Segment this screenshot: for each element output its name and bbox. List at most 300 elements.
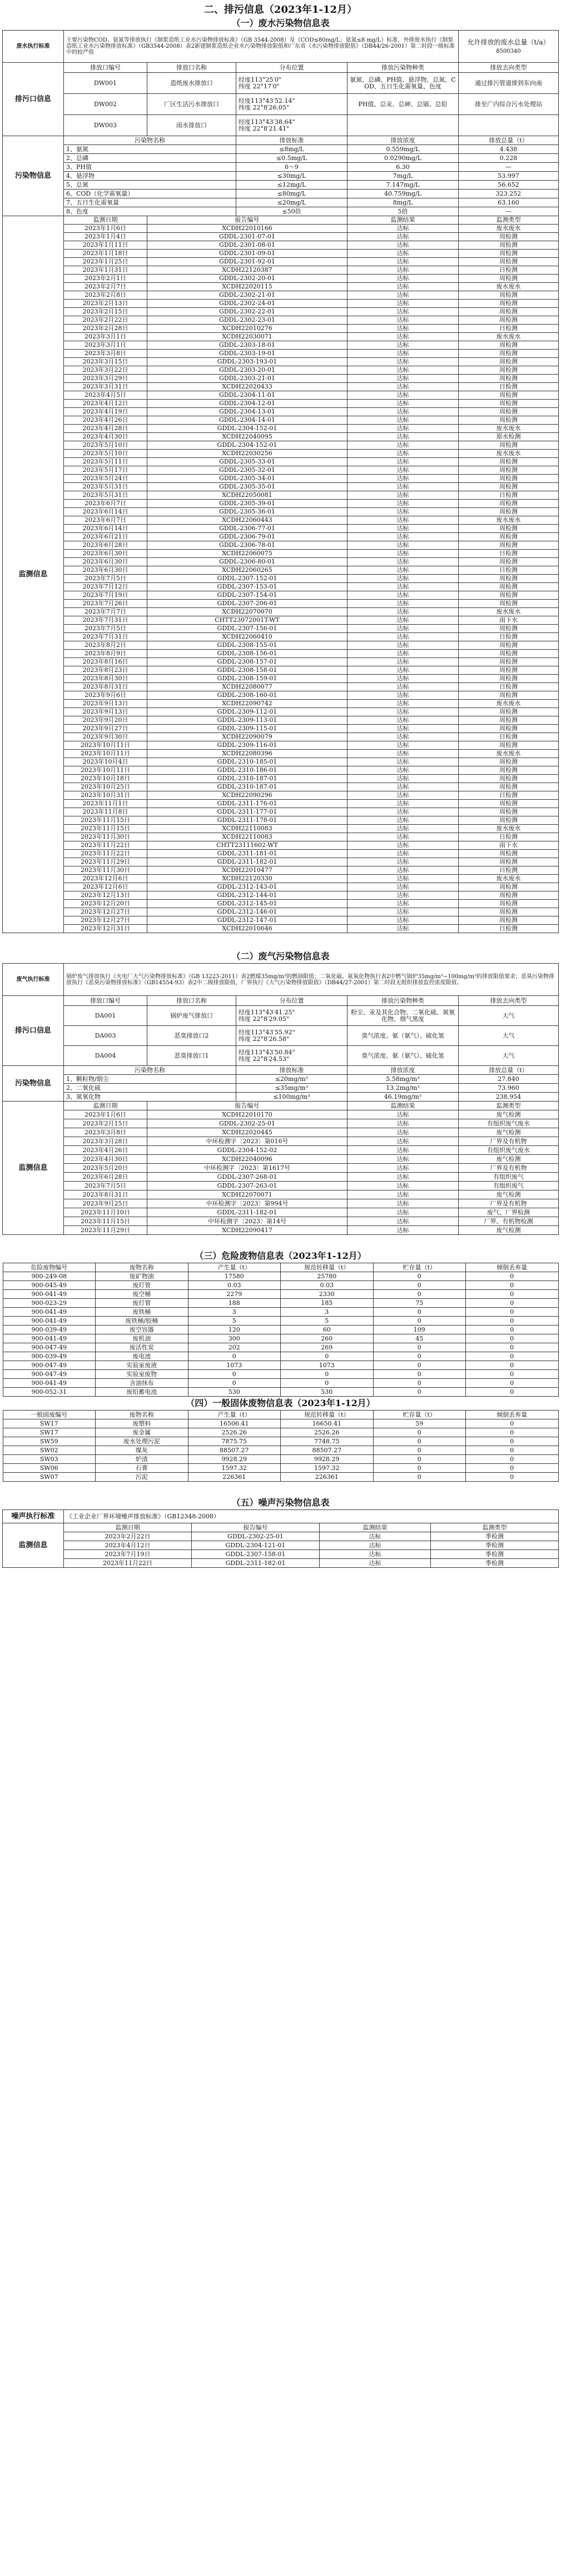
water-pollutant-std: 6～9 <box>236 163 347 172</box>
gas-monitor-date: 2023年1月6日 <box>63 1110 147 1119</box>
water-monitor-date: 2023年4月5日 <box>63 391 147 400</box>
water-monitor-type: 周检测 <box>459 816 559 825</box>
general-row <box>3 1419 558 1428</box>
water-monitor-result: 达标 <box>347 575 458 583</box>
water-monitor-type: 周检测 <box>459 600 559 608</box>
gas-pollutant-row <box>2 1093 558 1102</box>
gas-monitor-result: 达标 <box>347 1110 458 1119</box>
water-pollutant-std: ≤12mg/L <box>236 181 347 190</box>
water-monitor-report: GDDL-2308-159-01 <box>147 675 347 683</box>
water-monitor-type: 周检测 <box>459 525 559 533</box>
hazard-cell: 废空容器 <box>96 1326 188 1334</box>
water-monitor-date: 2023年1月25日 <box>63 258 147 266</box>
water-pollutant-row <box>2 172 558 181</box>
noise-standard-label: 噪声执行标准 <box>2 1510 63 1523</box>
water-monitor-type: 周检测 <box>459 891 559 900</box>
gas-monitor-date: 2023年5月20日 <box>63 1164 147 1173</box>
water-monitor-report: GDDL-2306-80-01 <box>147 558 347 566</box>
gas-pollutant-name: 2、二氧化硫 <box>63 1084 236 1093</box>
water-monitor-report: XCDH22060443 <box>147 516 347 525</box>
general-cell: 废塑料 <box>96 1419 188 1428</box>
gas-pollutant-std: ≤20mg/m³ <box>236 1075 347 1084</box>
gas-monitor-date: 2023年2月15日 <box>63 1119 147 1128</box>
water-monitor-date: 2023年3月8日 <box>63 350 147 358</box>
water-pollutant-label: 污染物信息 <box>2 136 63 216</box>
water-monitor-header: 监测日期 <box>63 216 147 225</box>
hazard-cell: 2279 <box>188 1290 281 1299</box>
general-cell: 0 <box>466 1446 559 1455</box>
water-monitor-report: XCDH22040095 <box>147 433 347 441</box>
gas-monitor-row <box>2 1155 558 1164</box>
water-monitor-report: GDDL-2301-07-01 <box>147 233 347 241</box>
water-monitor-result: 达标 <box>347 525 458 533</box>
water-monitor-date: 2023年11月22日 <box>63 850 147 858</box>
hazard-cell: 0 <box>466 1308 559 1317</box>
water-section-title: （一）废水污染物信息表 <box>231 18 330 28</box>
water-monitor-report: GDDL-2308-155-01 <box>147 641 347 650</box>
water-monitor-type: 日检测 <box>459 866 559 875</box>
gas-pollutant-total: 27.840 <box>458 1075 558 1084</box>
water-monitor-header: 监测类型 <box>459 216 559 225</box>
water-monitor-type: 周检测 <box>459 466 559 475</box>
hazard-row <box>3 1352 558 1361</box>
water-monitor-report: XCDH22010166 <box>147 225 347 233</box>
water-monitor-type: 周检测 <box>459 275 559 283</box>
water-monitor-type: 日检测 <box>459 491 559 500</box>
hazard-cell: 530 <box>281 1388 374 1397</box>
gas-pollutant-label: 污染物信息 <box>2 1066 63 1102</box>
water-monitor-report: XCDH22090296 <box>147 791 347 800</box>
general-cell: 0 <box>466 1473 559 1482</box>
water-monitor-date: 2023年9月20日 <box>63 716 147 725</box>
water-pollutant-conc: 0.0290mg/L <box>347 154 458 163</box>
water-monitor-report: GDDL-2303-18-01 <box>147 341 347 350</box>
water-monitor-result: 达标 <box>347 716 458 725</box>
water-monitor-report: GDDL-2305-32-01 <box>147 466 347 475</box>
water-monitor-date: 2023年10月11日 <box>63 741 147 750</box>
general-cell: 88507.27 <box>188 1446 281 1455</box>
water-monitor-row <box>2 300 558 308</box>
water-monitor-type: 周检测 <box>459 308 559 316</box>
water-monitor-report: GDDL-2303-19-01 <box>147 350 347 358</box>
hazard-cell: 900-041-49 <box>3 1334 96 1343</box>
general-cell: SW07 <box>3 1473 96 1482</box>
noise-row <box>2 1532 558 1541</box>
general-cell: 16506.41 <box>188 1419 281 1428</box>
water-monitor-type: 周检测 <box>459 250 559 258</box>
water-monitor-result: 达标 <box>347 891 458 900</box>
water-monitor-date: 2023年11月29日 <box>63 858 147 866</box>
hazard-cell: 900-041-49 <box>3 1379 96 1388</box>
water-outlet-label: 排污口信息 <box>2 63 63 136</box>
noise-cell: 2023年11月22日 <box>63 1559 191 1568</box>
hazard-row <box>3 1290 558 1299</box>
water-monitor-row <box>2 883 558 891</box>
hazard-cell: 0 <box>281 1352 374 1361</box>
water-monitor-result: 达标 <box>347 900 458 908</box>
water-monitor-report: GDDL-2312-147-01 <box>147 916 347 925</box>
water-monitor-date: 2023年10月4日 <box>63 758 147 766</box>
water-monitor-date: 2023年12月27日 <box>63 916 147 925</box>
water-monitor-result: 达标 <box>347 833 458 841</box>
water-monitor-result: 达标 <box>347 391 458 400</box>
gas-monitor-report: XCDH22010170 <box>147 1110 347 1119</box>
gas-monitor-result: 达标 <box>347 1155 458 1164</box>
water-monitor-row <box>2 408 558 416</box>
hazard-cell: 0 <box>466 1343 559 1352</box>
hazard-cell: 0 <box>188 1352 281 1361</box>
water-monitor-date: 2023年8月2日 <box>63 641 147 650</box>
hazard-cell: 0 <box>188 1370 281 1379</box>
water-monitor-report: GDDL-2305-34-01 <box>147 475 347 483</box>
water-monitor-report: GDDL-2305-36-01 <box>147 508 347 516</box>
general-table <box>3 1410 559 1482</box>
water-monitor-type: 日检测 <box>459 266 559 275</box>
water-monitor-row <box>2 258 558 266</box>
general-cell: 0 <box>466 1428 559 1437</box>
water-monitor-date: 2023年3月22日 <box>63 366 147 375</box>
noise-cell: 2023年4月12日 <box>63 1541 191 1550</box>
water-monitor-header: 报告编号 <box>147 216 347 225</box>
hazard-cell: 0 <box>466 1388 559 1397</box>
water-pollutant-total: 53.997 <box>459 172 559 181</box>
water-monitor-result: 达标 <box>347 366 458 375</box>
gas-monitor-date: 2023年11月15日 <box>63 1217 147 1226</box>
hazard-cell: 0 <box>373 1361 466 1370</box>
gas-monitor-row <box>2 1128 558 1137</box>
hazard-row <box>3 1317 558 1326</box>
water-monitor-row <box>2 283 558 291</box>
water-monitor-type: 周检测 <box>459 883 559 891</box>
gas-monitor-date: 2023年7月5日 <box>63 1182 147 1190</box>
water-monitor-date: 2023年11月30日 <box>63 866 147 875</box>
water-pollutant-conc: 7.147mg/L <box>347 181 458 190</box>
gas-monitor-type: 厂界及有机物 <box>458 1199 558 1208</box>
water-monitor-result: 达标 <box>347 825 458 833</box>
water-monitor-row <box>2 458 558 466</box>
water-monitor-type: 日检测 <box>459 566 559 575</box>
noise-section-title: （五）噪声污染物信息表 <box>231 1497 330 1508</box>
water-outlet-cell: 雨水排放口 <box>147 115 236 136</box>
water-monitor-result: 达标 <box>347 616 458 625</box>
water-monitor-type: 日检测 <box>459 383 559 391</box>
gas-pollutant-std: ≤100mg/m³ <box>236 1093 347 1102</box>
water-monitor-date: 2023年8月9日 <box>63 650 147 658</box>
water-monitor-report: GDDL-2307-153-01 <box>147 583 347 591</box>
water-monitor-report: GDDL-2309-113-01 <box>147 716 347 725</box>
gas-monitor-row <box>2 1217 558 1226</box>
gas-pollutant-row <box>2 1075 558 1084</box>
gas-monitor-header: 监测结果 <box>347 1102 458 1110</box>
water-monitor-date: 2023年5月24日 <box>63 475 147 483</box>
water-monitor-result: 达标 <box>347 916 458 925</box>
water-monitor-date: 2023年2月13日 <box>63 300 147 308</box>
water-monitor-date: 2023年7月5日 <box>63 575 147 583</box>
hazard-cell: 900-039-49 <box>3 1352 96 1361</box>
hazard-cell: 0 <box>373 1281 466 1290</box>
water-monitor-report: GDDL-2308-157-01 <box>147 658 347 666</box>
water-monitor-type: 周检测 <box>459 908 559 916</box>
water-monitor-date: 2023年5月17日 <box>63 466 147 475</box>
general-cell: 0 <box>373 1437 466 1446</box>
water-monitor-date: 2023年12月27日 <box>63 908 147 916</box>
gas-monitor-type: 废气检测 <box>458 1155 558 1164</box>
water-monitor-result: 达标 <box>347 641 458 650</box>
water-monitor-date: 2023年3月15日 <box>63 358 147 366</box>
noise-cell: 季检测 <box>430 1550 558 1559</box>
gas-pollutant-total: 73.960 <box>458 1084 558 1093</box>
general-cell: 226361 <box>281 1473 374 1482</box>
gas-monitor-report: GDDL-2307-263-01 <box>147 1182 347 1190</box>
hazard-cell: 5 <box>281 1317 374 1326</box>
water-monitor-date: 2023年7月5日 <box>63 625 147 633</box>
water-monitor-result: 达标 <box>347 733 458 741</box>
water-monitor-date: 2023年12月6日 <box>63 883 147 891</box>
water-monitor-row <box>2 775 558 783</box>
water-monitor-report: GDDL-2307-206-01 <box>147 600 347 608</box>
water-monitor-result: 达标 <box>347 516 458 525</box>
water-monitor-row <box>2 716 558 725</box>
water-monitor-report: GDDL-2304-152-01 <box>147 425 347 433</box>
general-section-title: （四）一般固体废物信息表（2023年1-12月） <box>186 1398 375 1408</box>
water-monitor-result: 达标 <box>347 858 458 866</box>
hazard-cell: 实验室废物 <box>96 1370 188 1379</box>
water-pollutant-header: 排放总量（t） <box>459 136 559 145</box>
water-outlet-header: 排放口编号 <box>63 63 147 73</box>
water-monitor-date: 2023年2月8日 <box>63 291 147 300</box>
gas-table <box>2 963 559 1235</box>
water-monitor-row <box>2 441 558 450</box>
gas-monitor-report: XCDH22020445 <box>147 1128 347 1137</box>
hazard-cell: 260 <box>281 1334 374 1343</box>
water-monitor-report: XCDH22060075 <box>147 550 347 558</box>
gas-pollutant-name: 3、氮氧化物 <box>63 1093 236 1102</box>
general-cell: 0 <box>466 1464 559 1473</box>
water-monitor-report: GDDL-2306-77-01 <box>147 525 347 533</box>
water-monitor-row <box>2 850 558 858</box>
water-monitor-result: 达标 <box>347 816 458 825</box>
water-monitor-result: 达标 <box>347 708 458 716</box>
hazard-cell: 900-041-49 <box>3 1317 96 1326</box>
water-monitor-type: 周检测 <box>459 783 559 791</box>
water-monitor-row <box>2 516 558 525</box>
gas-outlet-cell: DA001 <box>63 1006 147 1026</box>
water-monitor-row <box>2 575 558 583</box>
noise-cell: GDDL-2307-158-01 <box>191 1550 319 1559</box>
water-monitor-date: 2023年6月21日 <box>63 533 147 541</box>
general-cell: 7748.75 <box>281 1437 374 1446</box>
water-outlet-cell: PH值、总汞、总砷、总镉、总铅 <box>347 94 458 115</box>
water-monitor-row <box>2 350 558 358</box>
water-monitor-type: 周检测 <box>459 475 559 483</box>
hazard-cell: 530 <box>188 1388 281 1397</box>
water-monitor-date: 2023年9月30日 <box>63 733 147 741</box>
water-monitor-date: 2023年5月31日 <box>63 483 147 491</box>
water-monitor-date: 2023年11月22日 <box>63 841 147 850</box>
water-monitor-date: 2023年1月11日 <box>63 241 147 250</box>
gas-monitor-report: GDDL-2311-182-01 <box>147 1208 347 1217</box>
water-monitor-date: 2023年12月6日 <box>63 875 147 883</box>
hazard-row <box>3 1388 558 1397</box>
water-monitor-row <box>2 375 558 383</box>
water-monitor-result: 达标 <box>347 475 458 483</box>
water-monitor-type: 周检测 <box>459 800 559 808</box>
gas-outlet-cell: 臭气浓度、氨（氨气）、硫化氢 <box>347 1026 458 1046</box>
hazard-cell: 202 <box>188 1343 281 1352</box>
gas-pollutant-header-row <box>2 1066 558 1075</box>
water-monitor-type: 废水废水 <box>459 450 559 458</box>
water-pollutant-name: 6、COD（化学需氧量） <box>63 190 236 198</box>
water-monitor-row <box>2 741 558 750</box>
water-monitor-date: 2023年6月7日 <box>63 516 147 525</box>
water-monitor-date: 2023年2月1日 <box>63 275 147 283</box>
water-monitor-row <box>2 566 558 575</box>
general-cell: SW17 <box>3 1428 96 1437</box>
hazard-cell: 900-045-49 <box>3 1281 96 1290</box>
water-monitor-result: 达标 <box>347 925 458 933</box>
water-monitor-type: 周检测 <box>459 725 559 733</box>
water-monitor-result: 达标 <box>347 741 458 750</box>
hazard-cell: 含油抹布 <box>96 1379 188 1388</box>
water-monitor-report: XCDH22080077 <box>147 683 347 691</box>
water-monitor-row <box>2 616 558 625</box>
water-monitor-row <box>2 250 558 258</box>
water-monitor-row <box>2 625 558 633</box>
general-row <box>3 1437 558 1446</box>
water-pollutant-total: 0.228 <box>459 154 559 163</box>
water-pollutant-name: 5、总氮 <box>63 181 236 190</box>
water-monitor-report: GDDL-2310-186-01 <box>147 766 347 775</box>
water-monitor-type: 周检测 <box>459 416 559 425</box>
water-monitor-result: 达标 <box>347 841 458 850</box>
water-monitor-result: 达标 <box>347 250 458 258</box>
noise-table <box>2 1509 559 1568</box>
hazard-cell: 0 <box>373 1352 466 1361</box>
hazard-cell: 废活性炭 <box>96 1343 188 1352</box>
water-monitor-report: GDDL-2302-22-01 <box>147 308 347 316</box>
water-monitor-date: 2023年7月7日 <box>63 608 147 616</box>
hazard-cell: 900-039-49 <box>3 1326 96 1334</box>
water-monitor-report: GDDL-2303-21-01 <box>147 375 347 383</box>
gas-monitor-result: 达标 <box>347 1146 458 1155</box>
hazard-cell: 废铁桶/胶桶 <box>96 1317 188 1326</box>
water-monitor-row <box>2 916 558 925</box>
water-monitor-result: 达标 <box>347 425 458 433</box>
gas-monitor-date: 2023年6月28日 <box>63 1173 147 1182</box>
water-monitor-result: 达标 <box>347 283 458 291</box>
water-monitor-date: 2023年9月6日 <box>63 691 147 700</box>
water-monitor-date: 2023年6月30日 <box>63 550 147 558</box>
hazard-cell: 900-041-49 <box>3 1308 96 1317</box>
water-permit-value: 8500340 <box>496 48 521 54</box>
water-monitor-result: 达标 <box>347 466 458 475</box>
hazard-row <box>3 1326 558 1334</box>
water-monitor-type: 废水废水 <box>459 425 559 433</box>
hazard-row <box>3 1343 558 1352</box>
water-monitor-date: 2023年8月31日 <box>63 683 147 691</box>
water-pollutant-total: 4.438 <box>459 145 559 154</box>
hazard-row <box>3 1370 558 1379</box>
general-cell: 0 <box>373 1464 466 1473</box>
water-pollutant-std: ≤30mg/L <box>236 172 347 181</box>
water-monitor-report: GDDL-2306-78-01 <box>147 541 347 550</box>
water-monitor-row <box>2 866 558 875</box>
general-cell: 2526.26 <box>188 1428 281 1437</box>
hazard-cell: 900-052-31 <box>3 1388 96 1397</box>
water-monitor-row <box>2 683 558 691</box>
hazard-cell: 269 <box>281 1343 374 1352</box>
hazard-cell: 废铅蓄电池 <box>96 1388 188 1397</box>
general-cell: 226361 <box>188 1473 281 1482</box>
water-monitor-result: 达标 <box>347 700 458 708</box>
water-monitor-report: GDDL-2303-20-01 <box>147 366 347 375</box>
gas-outlet-header-row <box>2 996 558 1006</box>
hazard-cell: 0 <box>466 1334 559 1343</box>
water-monitor-header: 监测结果 <box>347 216 458 225</box>
noise-cell: 季检测 <box>430 1541 558 1550</box>
hazard-table <box>3 1263 559 1397</box>
water-monitor-report: GDDL-2305-33-01 <box>147 458 347 466</box>
water-monitor-report: GDDL-2304-152-01 <box>147 441 347 450</box>
water-monitor-date: 2023年7月12日 <box>63 583 147 591</box>
water-monitor-report: GDDL-2303-193-01 <box>147 358 347 366</box>
gas-monitor-report: 中环检测字〔2023〕第994号 <box>147 1199 347 1208</box>
water-monitor-type: 周检测 <box>459 625 559 633</box>
noise-header: 监测结果 <box>319 1523 430 1532</box>
gas-outlet-cell: 大气 <box>458 1046 558 1066</box>
water-monitor-type: 周检测 <box>459 575 559 583</box>
general-row <box>3 1473 558 1482</box>
gas-monitor-type: 有组织废气废水 <box>458 1146 558 1155</box>
hazard-row <box>3 1308 558 1317</box>
noise-row <box>2 1541 558 1550</box>
water-monitor-row <box>2 508 558 516</box>
gas-monitor-row <box>2 1110 558 1119</box>
gas-monitor-date: 2023年3月28日 <box>63 1137 147 1146</box>
water-outlet-cell: 氨氮、总磷、PH值、悬浮物、总氮、COD、五日生化需氧量、色度 <box>347 73 458 94</box>
noise-cell: GDDL-2302-25-01 <box>191 1532 319 1541</box>
hazard-cell: 900-023-29 <box>3 1299 96 1308</box>
water-monitor-report: GDDL-2310-187-01 <box>147 783 347 791</box>
water-monitor-report: XCDH22110083 <box>147 825 347 833</box>
gas-pollutant-header: 排放总量（t） <box>458 1066 558 1075</box>
water-pollutant-header: 排放浓度 <box>347 136 458 145</box>
water-monitor-type: 周检测 <box>459 300 559 308</box>
water-monitor-result: 达标 <box>347 783 458 791</box>
water-monitor-report: XCDH22070070 <box>147 608 347 616</box>
water-monitor-label: 监测信息 <box>2 216 63 933</box>
noise-cell: 达标 <box>319 1559 430 1568</box>
hazard-row <box>3 1379 558 1388</box>
water-monitor-type: 废水废水 <box>459 333 559 341</box>
water-monitor-row <box>2 758 558 766</box>
water-monitor-type: 周检测 <box>459 658 559 666</box>
water-monitor-result: 达标 <box>347 258 458 266</box>
water-monitor-type: 周检测 <box>459 366 559 375</box>
water-monitor-result: 达标 <box>347 866 458 875</box>
gas-outlet-row <box>2 1046 558 1066</box>
gas-standard-text: 锅炉废气排放执行《火电厂大气污染物排放标准》（GB 13223-2011）表2燃煤35mg/m³的燃油限值；二氧化硫、氮氧化物执行表2中燃气锅炉35mg/m³~100mg/m³的排放限值要求；恶臭污染物排放执行《恶臭污染物排放标准》（GB14554-93）表2中二级排放限值，厂界执行《大气污染物排放限值》（DB44/27-2001）第二时段无组织排放监控浓度限值。 <box>63 964 558 996</box>
hazard-header: 规范转移量（t） <box>281 1263 374 1272</box>
water-monitor-report: CHTT23111602-WT <box>147 841 347 850</box>
hazard-cell: 60 <box>281 1326 374 1334</box>
water-monitor-report: GDDL-2309-112-01 <box>147 708 347 716</box>
noise-cell: GDDL-2311-182-01 <box>191 1559 319 1568</box>
water-monitor-report: GDDL-2312-144-01 <box>147 891 347 900</box>
hazard-cell: 0 <box>373 1308 466 1317</box>
water-monitor-type: 周检测 <box>459 400 559 408</box>
hazard-row <box>3 1272 558 1281</box>
